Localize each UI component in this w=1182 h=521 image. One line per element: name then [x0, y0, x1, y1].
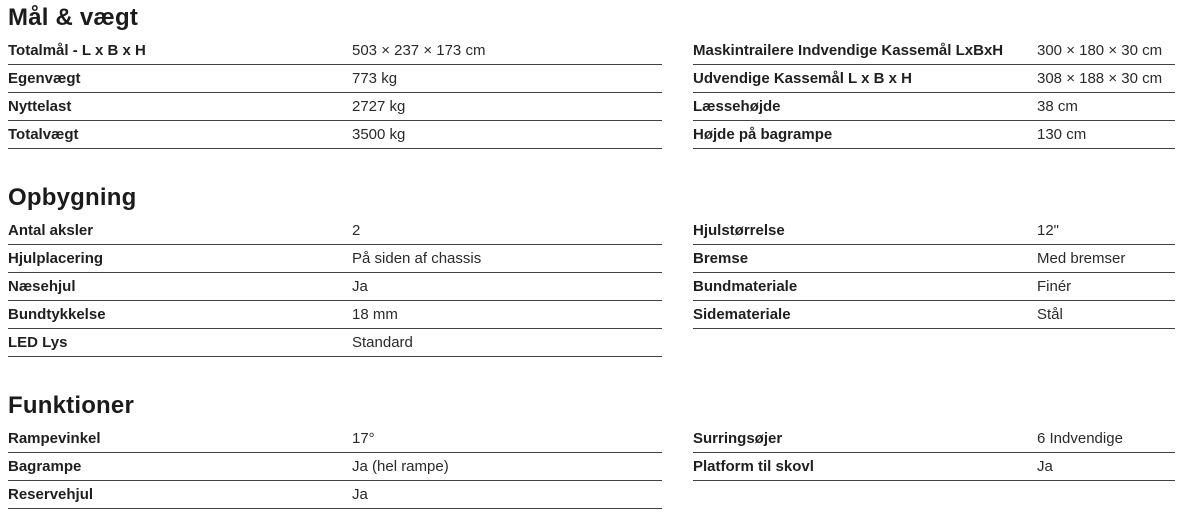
section-title: Mål & vægt — [8, 4, 139, 31]
spec-label: Hjulplacering — [8, 245, 352, 273]
spec-value: Med bremser — [1037, 245, 1175, 273]
table-row — [8, 65, 662, 93]
section-dimensions-weight — [8, 5, 1175, 149]
table-row — [8, 245, 662, 273]
spec-value: 18 mm — [352, 301, 662, 329]
spec-value: Ja — [1037, 453, 1175, 481]
spec-table-left — [8, 37, 662, 149]
section-tables — [8, 425, 1175, 509]
spec-value: 12" — [1037, 217, 1175, 245]
spec-label: Hjulstørrelse — [693, 217, 1037, 245]
spec-value: 2 — [352, 217, 662, 245]
spec-label: Platform til skovl — [693, 453, 1037, 481]
spec-value: Standard — [352, 329, 662, 357]
spec-label: Bagrampe — [8, 453, 352, 481]
spec-label: Antal aksler — [8, 217, 352, 245]
spec-label: Højde på bagrampe — [693, 121, 1037, 149]
spec-value: På siden af chassis — [352, 245, 662, 273]
table-row — [8, 481, 662, 509]
spec-value: Ja (hel rampe) — [352, 453, 662, 481]
table-row — [8, 217, 662, 245]
spec-table-right — [693, 425, 1175, 481]
table-row — [693, 65, 1175, 93]
table-row — [8, 425, 662, 453]
spec-label: Nyttelast — [8, 93, 352, 121]
spec-table-left — [8, 425, 662, 509]
spec-label: Rampevinkel — [8, 425, 352, 453]
spec-table-right — [693, 217, 1175, 329]
table-row — [693, 217, 1175, 245]
table-row — [693, 93, 1175, 121]
spec-value: 503 × 237 × 173 cm — [352, 37, 662, 65]
section-tables — [8, 217, 1175, 357]
spec-label: Næsehjul — [8, 273, 352, 301]
spec-value: 38 cm — [1037, 93, 1175, 121]
table-row — [693, 245, 1175, 273]
spec-value: Ja — [352, 481, 662, 509]
spec-value: 308 × 188 × 30 cm — [1037, 65, 1175, 93]
spec-label: Sidemateriale — [693, 301, 1037, 329]
spec-label: Bundmateriale — [693, 273, 1037, 301]
table-row — [8, 329, 662, 357]
section-construction — [8, 185, 1175, 357]
spec-label: Totalmål - L x B x H — [8, 37, 352, 65]
spec-value: 773 kg — [352, 65, 662, 93]
spec-value: 17° — [352, 425, 662, 453]
table-row — [8, 93, 662, 121]
table-row — [693, 273, 1175, 301]
table-row — [693, 301, 1175, 329]
spec-value: 6 Indvendige — [1037, 425, 1175, 453]
spec-label: Læssehøjde — [693, 93, 1037, 121]
section-title: Funktioner — [8, 392, 134, 419]
spec-label: Udvendige Kassemål L x B x H — [693, 65, 1037, 93]
spec-label: Reservehjul — [8, 481, 352, 509]
table-row — [693, 121, 1175, 149]
spec-table-right — [693, 37, 1175, 149]
spec-label: Totalvægt — [8, 121, 352, 149]
section-tables — [8, 37, 1175, 149]
table-row — [8, 453, 662, 481]
spec-label: Surringsøjer — [693, 425, 1037, 453]
spec-value: Finér — [1037, 273, 1175, 301]
spec-label: Maskintrailere Indvendige Kassemål LxBxH — [693, 37, 1037, 65]
spec-value: 130 cm — [1037, 121, 1175, 149]
table-row — [8, 301, 662, 329]
spec-value: 300 × 180 × 30 cm — [1037, 37, 1175, 65]
spec-label: LED Lys — [8, 329, 352, 357]
table-row — [693, 425, 1175, 453]
spec-label: Egenvægt — [8, 65, 352, 93]
table-row — [693, 453, 1175, 481]
table-row — [8, 37, 662, 65]
spec-label: Bundtykkelse — [8, 301, 352, 329]
spec-value: Stål — [1037, 301, 1175, 329]
spec-value: 2727 kg — [352, 93, 662, 121]
spec-value: Ja — [352, 273, 662, 301]
table-row — [8, 121, 662, 149]
spec-label: Bremse — [693, 245, 1037, 273]
section-title: Opbygning — [8, 184, 137, 211]
spec-value: 3500 kg — [352, 121, 662, 149]
table-row — [693, 37, 1175, 65]
table-row — [8, 273, 662, 301]
spec-table-left — [8, 217, 662, 357]
section-functions — [8, 393, 1175, 509]
